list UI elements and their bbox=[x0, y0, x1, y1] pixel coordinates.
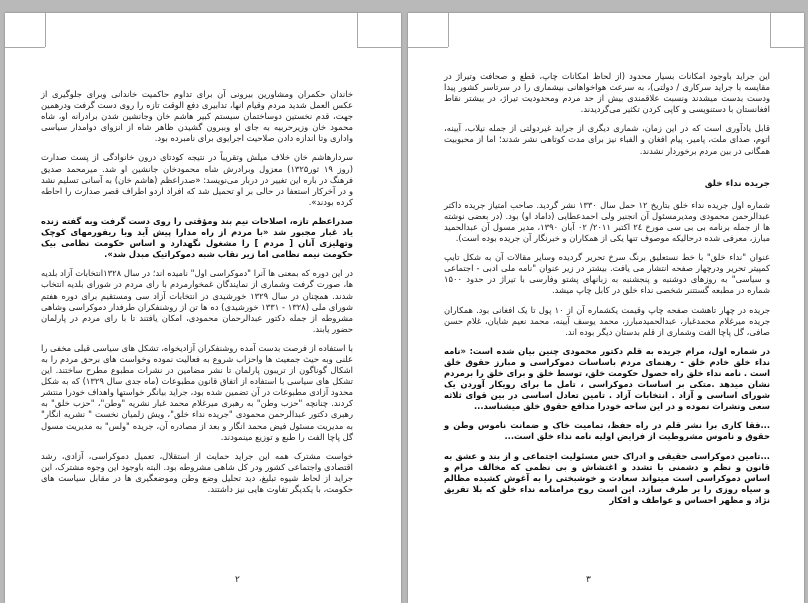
paragraph bbox=[444, 420, 770, 442]
crop-mark bbox=[770, 13, 771, 47]
crop-mark bbox=[357, 13, 358, 47]
quote-text: در شماره اول، مرام جریده به قلم دکتور محمودی چنین بیان شده است: «نامه نداء خلق خادم خلق - رهنمای مردم باساسات دموکراسی و مبارز حقوق خلق است . نامه نداء خلق راه حصول حکومت خلق، توسط خلق و برای خلق را برمردم نشان میدهد .متکی بر اساسات دموکراسی ، تامل ما برای رویکار آوردن یک شورای اساسی و آزاد . انتخابات آزاد . تامین تعادل اساسی در بین قوای ثلاثه سعی ونشرات نموده و در این ساحه خودرا مدافع حقوق خلق میشناسد... bbox=[443, 345, 770, 412]
paragraph bbox=[41, 216, 353, 260]
paragraph bbox=[444, 451, 770, 506]
paragraph bbox=[41, 152, 353, 207]
right-page-text bbox=[444, 71, 770, 514]
paragraph bbox=[444, 346, 770, 413]
crop-mark bbox=[357, 47, 401, 48]
quote-text: ...فقا کاری برا نشر قلم در راه حفظ، تمامیت خاک و ضمانت ناموس وطن و حقوق و ناموس مشروطیت از فرایض اولیه نامه نداء خلق است... bbox=[444, 420, 770, 442]
crop-mark bbox=[408, 47, 448, 48]
page-number: ۲ bbox=[235, 575, 240, 585]
paragraph: شماره اول جریده نداء خلق بتاریخ ۱۲ حمل سال ۱۳۳۰ نشر گردید. صاحب امتیاز جریده داکتر عبدالرحمن محمودی ومدیرمسئول آن انجنیر ولی احمدعطایی (داماد او) بود. (در بعضی نوشته ها از جمله برنامه بی بی سی مورخ ۲٤ اکتبر ۲۰۱۱/ ۰۲ آبان ۱۳۹۰، مدیر مسول آن عبدالحمید مبارز، معرفی شده درحالیکه موصوف تنها یکی از همکاران و خبرنگار آن جریده بوده است). bbox=[444, 199, 770, 244]
page-number: ۳ bbox=[586, 575, 591, 585]
quote-text: صدراعظم تازه، اصلاحات نیم بند ومؤقتی را روی دست گرفت وبه گفته زنده یاد غبار مجبور شد «با مردم از راه مدارا پیش آید وبا ریفورمهای کوچک وتهلیزی آنان [ مردم ] را مشغول نگهدارد و اساس حکومت نظامی بیک حکومت نیمه نظامی اما زیر نقاب شبه دموکراتیک مبدل شد». bbox=[41, 215, 353, 260]
document-page-right bbox=[408, 13, 804, 603]
crop-mark bbox=[448, 13, 449, 47]
paragraph: خاندان حکمران ومشاورین بیرونی آن برای تداوم حاکمیت خاندانی وبرای جلوگیری از عکس العمل شدید مردم وقیام انها، تدابیری دفع الوقت تازه را روی دست گرفت ودرهمین جهت، قدم نخستین دوساختمان سیستم کبیر هاشم خان وجانشین شدن برادرانه او، شاه محمود خان وزیرحربیه به جای او وببرون گشیدن ظاهر شاه از انزوای دوامدار سیاسی واداری وتا اندازه دادن صلاحیت اجرایوی برای نامبرده بود. bbox=[41, 89, 353, 144]
paragraph: این جراید باوجود امکانات بسیار محدود (از لحاظ امکانات چاپ، قطع و صحافت وتیراژ در مقایسه با جراید سرکاری / دولتی)، به سرعت هواخواهانی بیشماری را در سرتاسر کشور پیدا ودست بدست میشدند ونسبت علاقمندی بیش از حد مردم ومحدودیت تیراژ، در بیشتر نقاط افغانستان با دستنویسی و کاپی کردن تکثیر می‌گردیدند. bbox=[444, 71, 770, 115]
paragraph: در این دوره که بمعنی ها آنرا "دموکراسی اول" نامیده اند؛ در سال ۱۳۲۸انتخابات آزاد بلدیه ها، صورت گرفت وشماری از نمایندگان غمخوارمردم با رای مردم در شورای بلدیه انتخاب شدند. همچنان در سال ۱۳۲۹ خورشیدی در انتخابات آزاد سی ومستقیم برای دوره هفتم شورای ملی (۱۳۲۸ - ۱۳۳۱ خورشیدی) ده ها تن از روشنفکران طرفدار دموکراسی وشاهی مشروطه از جمله دکتور عبدالرحمان محمودی، امکان یافتند تا با رای مردم در پارلمان حضور یابند. bbox=[41, 268, 353, 334]
paragraph-text: سردارهاشم خان خلاف میلش وتقریباً در نتیجه کودتای درون خانوادگی از پست صدارت (روز ۱۹ ثور۱۳۲۵) معزول وبرادرش شاه محمودخان جانشین او شد. میرمحمد صدیق فرهنگ در باره این تغییر در دربار می‌نویسد: «صدراعظم (هاشم خان) به آسانی تسلیم نشد و در آخرکار استعفا در حالی بر او تحمیل شد که افراد اردو اطراف قصر صدارت را احاطه کرده بودند». bbox=[41, 152, 353, 207]
paragraph: خواست مشترک همه این جراید حمایت از استقلال، تعمیل دموکراسی، آزادی، رشد اقتصادی واجتماعی کشور ودر کل شاهی مشروطه بود. البته باوجود این وجوه مشترک، این جراید از لحاظ شیوه تبلیغ، دید تحلیل وضع وطن وموضعگیری ها در مقابل سیاست های حکومت، با یکدیگر تفاوت هایی نیز داشتند. bbox=[41, 450, 353, 494]
crop-mark bbox=[45, 13, 46, 47]
left-page-text bbox=[41, 89, 353, 503]
paragraph: عنوان "نداء خلق" با خط نستعلیق برنگ سرخ تحریر گردیده وسایر مقالات آن به شکل تایپ کمپیتر تحریر ودرچهار صفحه انتشار می یافت. بیشتر در زیر عنوان "نامه ملی ادبی - اجتماعی و سیاسی" به روزهای دوشنبه و پنجشنبه به زبانهای پشتو وفارسی با تیراژ در حدود ۱۵۰۰ شماره در مطبعه گستتنر شخصی نداء خلق در کابل چاپ میشد. bbox=[444, 252, 770, 296]
paragraph: قابل یادآوری است که در این زمان، شماری دیگری از جراید غیردولتی از جمله نیلاب، آیینه، اتوم، صدای ملت، پامیر، پیام افغان و الفباء نیز برای مدت کوتاهی نشر شدند؛ اما از محبوبیت همگانی در بین مردم برخوردار نشدند. bbox=[444, 123, 770, 156]
document-page-left bbox=[5, 13, 401, 603]
paragraph: جریده در چهار تاهشت صفحه چاپ وقیمت یکشماره آن از ۱۰ پول تا یک افغانی بود. همکاران جریده میرغلام محمدغبار، عبدالحمیدمبارز، محمد یوسف آیینه، محمد نعیم شایان، غلام حسن صافی، گل پاچا الفت وشماری از قلم بدستان دیگر بوده اند. bbox=[444, 304, 770, 337]
crop-mark bbox=[5, 47, 45, 48]
crop-mark bbox=[770, 47, 804, 48]
paragraph: با استفاده از فرصت بدست آمده روشنفکران آزادیخواه، تشکل های سیاسی قبلی مخفی را علنی وبه حیث جمعیت ها واحزاب شروع به فعالیت نموده وخواست های برحق مردم را به اشکال گوناگون از تریبون پارلمان تا نشر مضامین در نشرات مطبوع مطرح ساختند. این تشکل های سیاسی با استفاده از اتفاق قانون مطبوعات (ماه جدی سال ۱۳۲۹) که به شکل محدود آزادی مطبوعات در آن تضمین شده بود، جراید بیانگر خواستها واهداف خودرا منتشر کردند. چنانچه "حزب وطن" به رهبری میرغلام محمد غبار نشریه "وطن"، "حزب خلق" به رهبری دکتور عبدالرحمن محمودی "جریده نداء خلق"، ویش زلمیان نخست " نشریه انگار" به مدیریت مسئول فیض محمد انگار و بعد از مصادره آن، جریده "ولس" به مدیریت مسول گل پاچا الفت را طبع و توزیع مینمودند. bbox=[41, 342, 353, 442]
quote-text: ...تامین دموکراسی حقیقی و ادراک حس مسئولیت اجتماعی و از بند و عشق به قانون و نظم و دشمنی با تشدد و اغتشاش و بی نظمی که مخالف مرام و اساس دموکراسی است میتواند سعادت و خوشبختی را به آغوش کشیده مظالم و سیاه روزی را بر طرف سازد. این است روح مرامنامه نداء خلق که بلا تفریق نژاد و مظهر احساس و عواطف و افکار bbox=[444, 450, 770, 505]
section-heading: جریده نداء خلق bbox=[704, 178, 770, 189]
